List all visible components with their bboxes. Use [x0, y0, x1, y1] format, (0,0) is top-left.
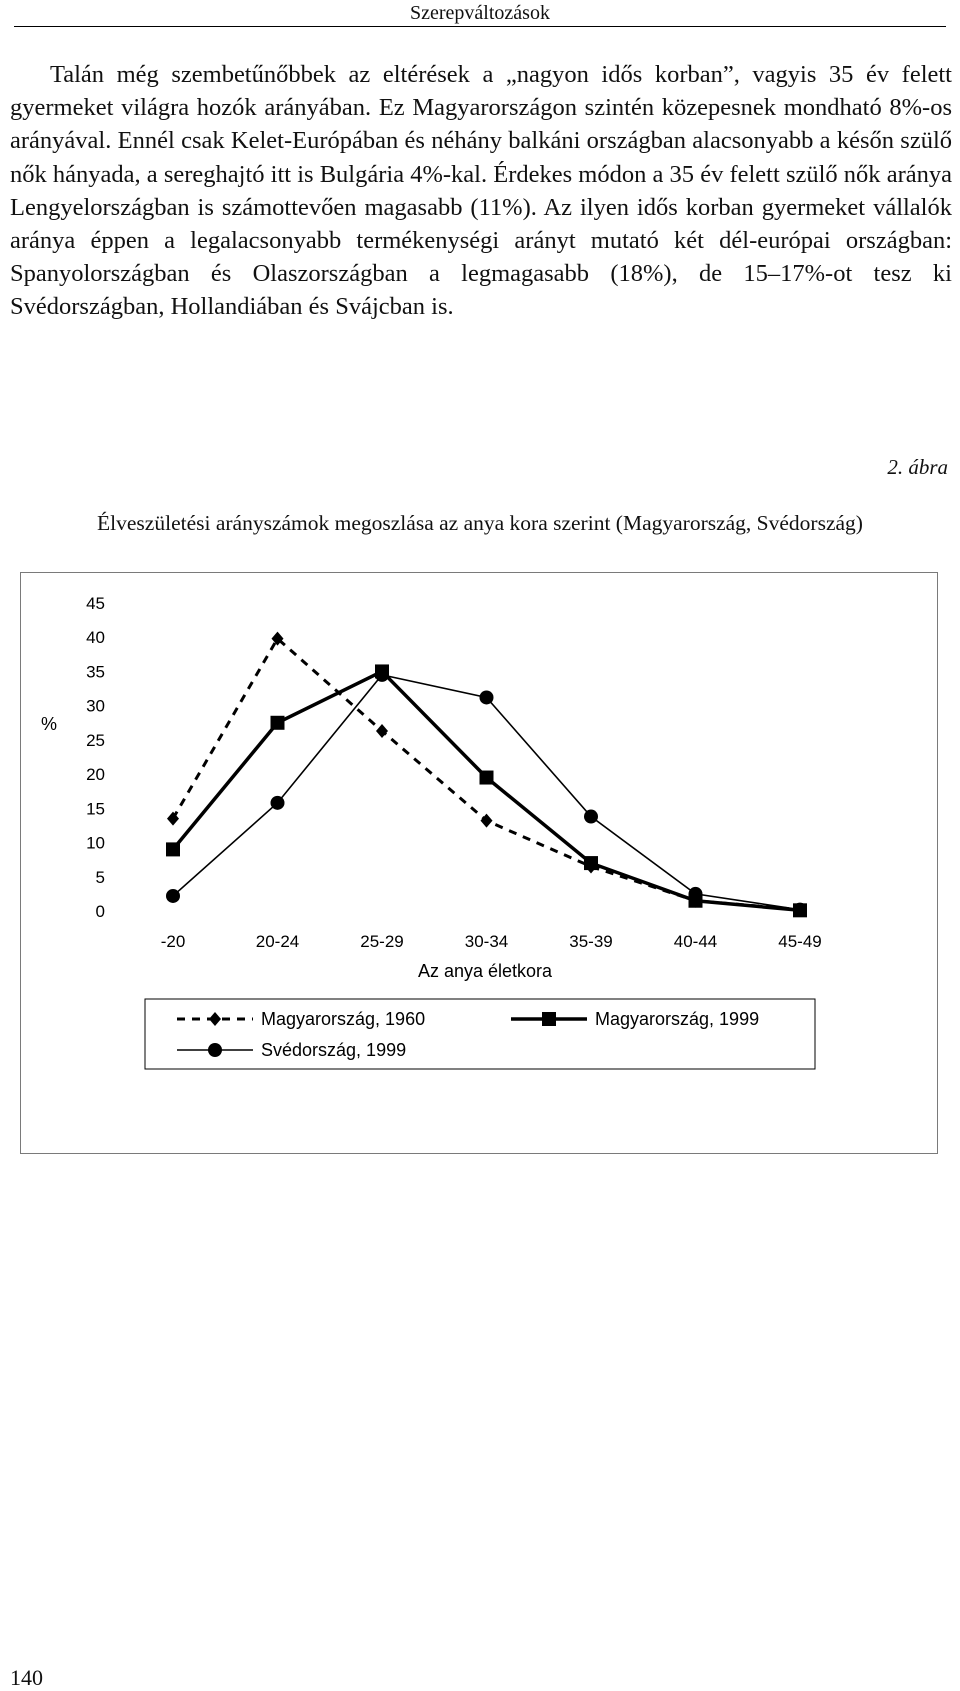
x-tick-label: 45-49: [778, 932, 822, 951]
body-text: [10, 58, 952, 324]
figure-caption: Élveszületési arányszámok megoszlása az anya kora szerint (Magyarország, Svédország): [97, 511, 863, 535]
x-tick-label: 30-34: [464, 932, 509, 951]
y-tick-label: 0: [95, 902, 105, 921]
body-paragraph: Talán még szembetűnőbbek az eltérések a „nagyon idős korban”, vagyis 35 év felett gyermeket világra hozók arányában. Ez Magyarországon szintén közepesnek mondható 8%-os arányával. Ennél csak Kelet-Európában és néhány balkáni országban alacsonyabb a későn szülő nők hányada, a sereghajtó itt is Bulgária 4%-kal. Érdekes módon a 35 év felett szülő nők aránya Lengyelországban is számottevően magasabb (11%). Az ilyen idős korban gyermeket vállalók aránya éppen a legalacsonyabb termékenységi arányt mutató két dél-európai országban: Spanyolországban és Olaszországban a legmagasabb (18%), de 15–17%-ot tesz ki Svédországban, Hollandiában és Svájcban is.: [10, 61, 952, 321]
legend-label: Svédország, 1999: [261, 1040, 407, 1060]
y-tick-label: 45: [86, 594, 105, 613]
data-point: [480, 690, 494, 704]
chart-svg: [21, 573, 939, 1155]
series-line: [173, 671, 800, 910]
data-point: [793, 903, 807, 917]
data-point: [584, 810, 598, 824]
data-point: [480, 771, 494, 785]
data-point: [271, 716, 285, 730]
series-line: [173, 675, 800, 910]
data-point: [271, 796, 285, 810]
y-tick-label: 30: [86, 696, 105, 716]
y-tick-label: 20: [86, 765, 105, 785]
running-header: Szerepváltozások: [14, 0, 946, 27]
y-tick-label: 25: [86, 730, 105, 750]
legend-marker: [542, 1012, 556, 1026]
y-axis-label: %: [40, 714, 58, 734]
x-tick-label: 25-29: [360, 932, 404, 951]
data-point: [376, 724, 388, 738]
data-point: [481, 814, 493, 828]
figure-number: 2. ábra: [887, 455, 948, 479]
x-axis-label: Az anya életkora: [417, 961, 553, 981]
legend-label: Magyarország, 1999: [595, 1009, 760, 1029]
data-point: [166, 889, 180, 903]
data-point: [584, 856, 598, 870]
legend-label: Magyarország, 1960: [261, 1009, 426, 1029]
x-tick-label: -20: [160, 932, 186, 951]
data-point: [689, 894, 703, 908]
x-tick-label: 20-24: [255, 932, 300, 951]
y-tick-label: 10: [86, 833, 105, 853]
line-chart: [20, 572, 938, 1154]
x-tick-label: 35-39: [569, 932, 613, 951]
y-tick-label: 35: [86, 662, 105, 682]
data-point: [375, 664, 389, 678]
y-tick-label: 5: [95, 867, 105, 887]
legend-marker: [209, 1012, 221, 1026]
page-number: 140: [10, 1665, 43, 1690]
x-tick-label: 40-44: [673, 932, 718, 951]
y-tick-label: 15: [86, 799, 105, 819]
y-tick-label: 40: [86, 628, 105, 648]
data-point: [166, 842, 180, 856]
legend-marker: [208, 1043, 222, 1057]
